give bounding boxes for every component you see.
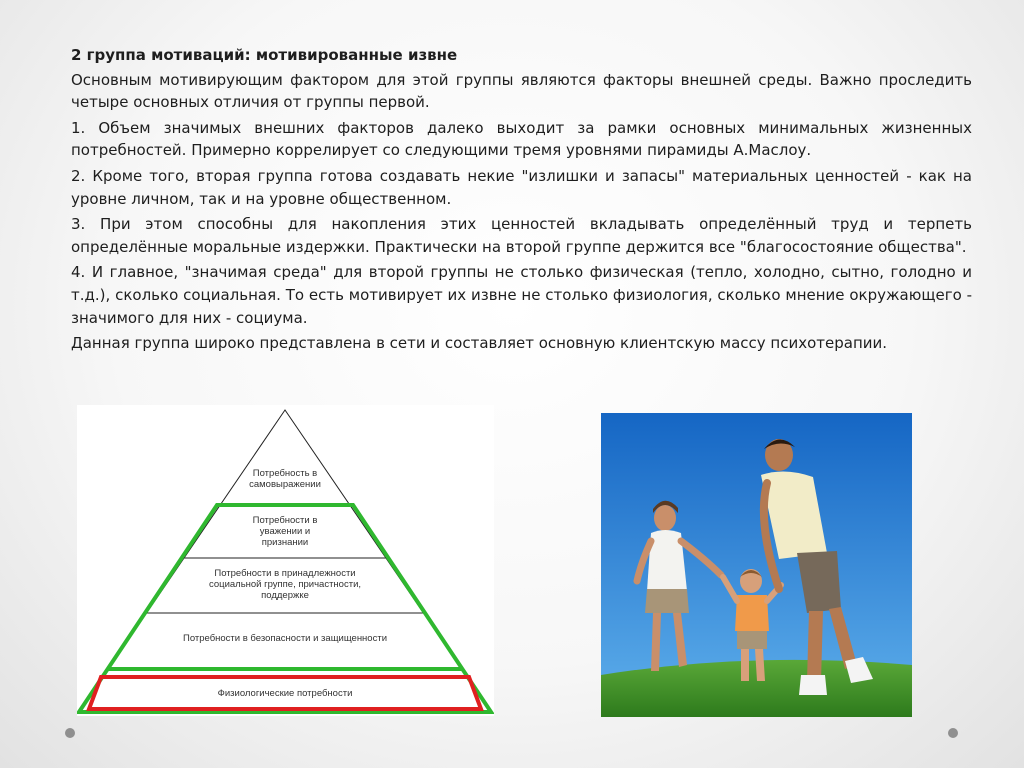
- point-3-paragraph: 3. При этом способны для накопления этих ценностей вкладывать определённый труд и терпеть определённые моральные издержки. Практически на второй группе держится все "благосостояние общества".: [71, 215, 972, 256]
- pyramid-level-safety: Потребности в безопасности и защищенности: [183, 633, 387, 644]
- pyramid-drawing: [77, 405, 494, 716]
- point-1-paragraph: 1. Объем значимых внешних факторов далеко выходит за рамки основных минимальных жизненных потребностей. Примерно коррелирует со следующими тремя уровнями пирамиды А.Маслоу.: [71, 118, 972, 160]
- slide-text: [71, 44, 972, 358]
- slide-title: 2 группа мотиваций: мотивированные извне: [71, 46, 458, 64]
- point-2-paragraph: 2. Кроме того, вторая группа готова создавать некие "излишки и запасы" материальных ценностей - как на уровне личном, так и на уровне общественном.: [71, 166, 972, 208]
- family-photo: [601, 413, 912, 717]
- intro-paragraph: Основным мотивирующим фактором для этой группы являются факторы внешней среды. Важно проследить четыре основных отличия от группы первой.: [71, 70, 972, 112]
- pyramid-level-physiological: Физиологические потребности: [217, 688, 353, 699]
- nav-dot-left: [65, 728, 75, 738]
- family-photo-illustration: [601, 413, 912, 717]
- pyramid-level-esteem: Потребности в уважении и признании: [252, 515, 318, 548]
- point-4-paragraph: 4. И главное, "значимая среда" для второй группы не столько физическая (тепло, холодно, сытно, голодно и т.д.), сколько социальная. То есть мотивирует их извне не столько физиология, сколько мнение окружающего - значимого для них - социума.: [71, 263, 972, 327]
- nav-dot-right: [948, 728, 958, 738]
- pyramid-outline: [79, 410, 491, 712]
- maslow-pyramid-figure: [77, 405, 494, 716]
- pyramid-level-belonging: Потребности в принадлежности социальной группе, причастности, поддержке: [208, 568, 362, 601]
- conclusion-paragraph: Данная группа широко представлена в сети и составляет основную клиентскую массу психотерапии.: [71, 334, 888, 353]
- pyramid-level-self-actualization: Потребность в самовыражении: [249, 468, 321, 490]
